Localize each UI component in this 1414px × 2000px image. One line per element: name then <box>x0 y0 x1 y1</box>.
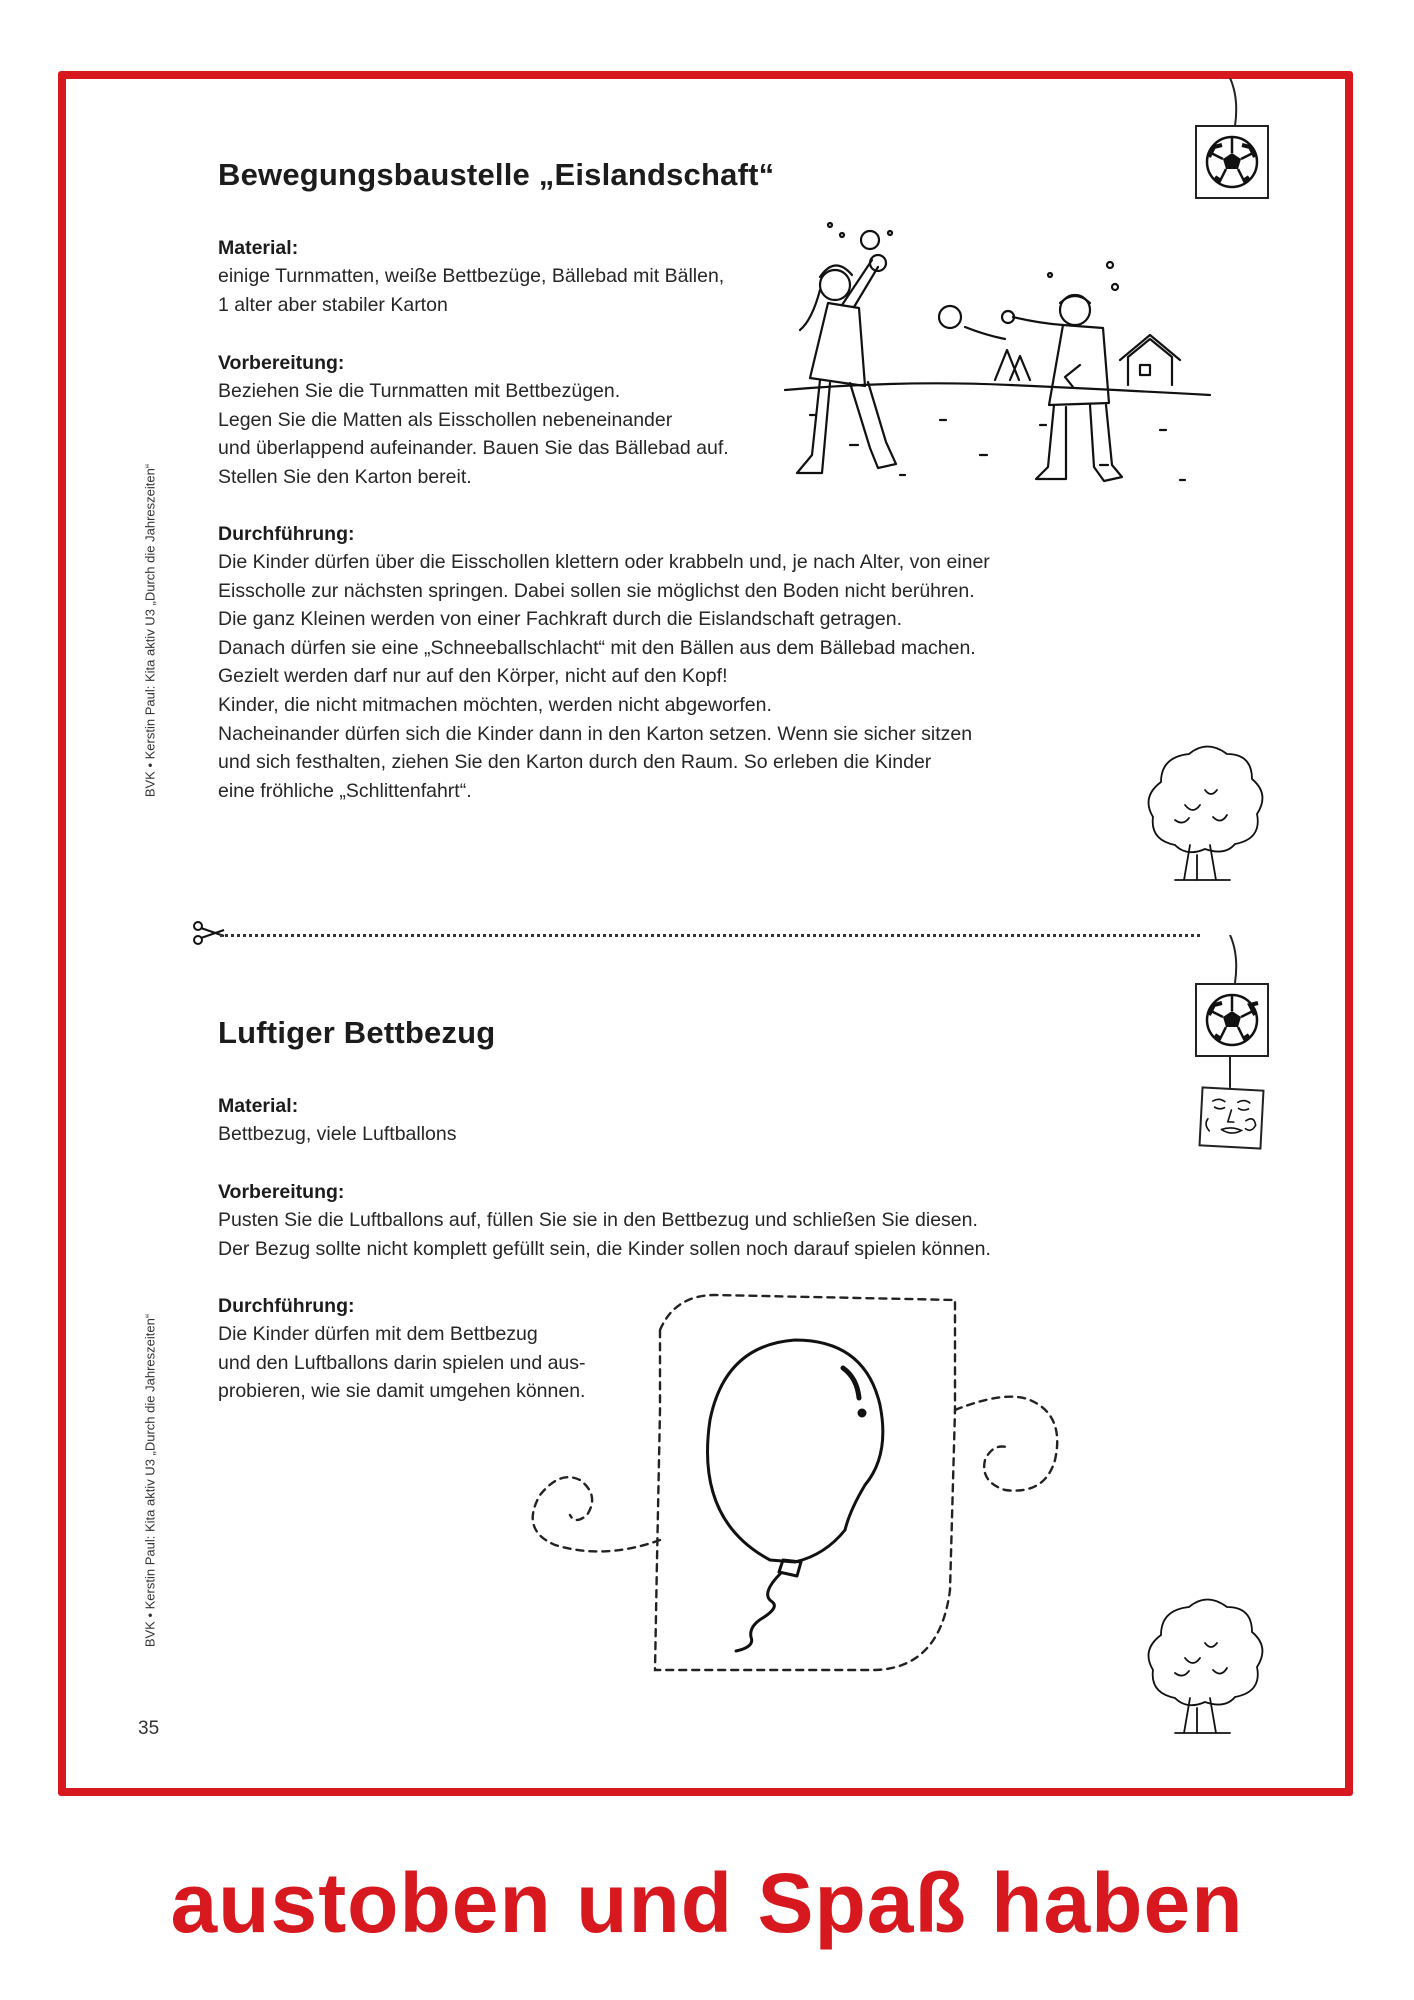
section-2-vorbereitung-text: Pusten Sie die Luftballons auf, füllen Sie sie in den Bettbezug und schließen Sie diesen. Der Bezug sollte nicht komplett gefüllt sein, die Kinder sollen noch darauf spielen können. <box>218 1209 991 1260</box>
face-sense-icon <box>1198 1086 1264 1149</box>
section-1-title: Bewegungsbaustelle „Eislandschaft“ <box>218 157 775 192</box>
section-2-material-text: Bettbezug, viele Luftballons <box>218 1123 457 1145</box>
section-1-durchfuehrung-label: Durchführung: <box>218 523 355 545</box>
cut-line <box>220 934 1200 937</box>
section-1-vorbereitung-text: Beziehen Sie die Turnmatten mit Bettbezügen. Legen Sie die Matten als Eisschollen nebeneinander und überlappend aufeinander. Bauen Sie das Bällebad auf. Stellen Sie den Karton bereit. <box>218 380 729 488</box>
hanging-string <box>1225 935 1245 985</box>
snowball-fight-illustration <box>780 215 1220 505</box>
section-2-vorbereitung-label: Vorbereitung: <box>218 1181 345 1203</box>
section-2-material-label: Material: <box>218 1095 299 1117</box>
side-credit-bottom: BVK • Kerstin Paul: Kita aktiv U3 „Durch die Jahreszeiten“ <box>142 1313 158 1648</box>
banner-headline: austoben und Spaß haben <box>170 1856 1244 1950</box>
hanging-string <box>1225 78 1245 128</box>
section-1-material-text: einige Turnmatten, weiße Bettbezüge, Bällebad mit Bällen, 1 alter aber stabiler Karton <box>218 265 725 316</box>
section-2-durchfuehrung-label: Durchführung: <box>218 1295 355 1317</box>
section-1-durchfuehrung-text: Die Kinder dürfen über die Eisschollen klettern oder krabbeln und, je nach Alter, von einer Eisscholle zur nächsten springen. Dabei sollen sie möglichst den Boden nicht berühren. Die ganz Kleinen werden von einer Fachkraft durch die Eislandschaft getragen. Danach dürfen sie eine „Schneeballschlacht“ mit den Bällen aus dem Bällebad machen. Gezielt werden darf nur auf den Körper, nicht auf den Kopf! Kinder, die nicht mitmachen möchten, werden nicht abgeworfen. Nacheinander dürfen sich die Kinder dann in den Karton setzen. Wenn sie sicher sitzen und sich festhalten, ziehen Sie den Karton durch den Raum. So erleben die Kinder eine fröhliche „Schlittenfahrt“. <box>218 551 990 802</box>
side-credit-top: BVK • Kerstin Paul: Kita aktiv U3 „Durch die Jahreszeiten“ <box>142 463 158 798</box>
section-1-vorbereitung-label: Vorbereitung: <box>218 352 345 374</box>
soccer-ball-icon <box>1195 125 1269 199</box>
soccer-ball-icon <box>1195 983 1269 1057</box>
section-2-title: Luftiger Bettbezug <box>218 1015 496 1050</box>
tree-icon <box>1135 745 1265 890</box>
tree-icon <box>1135 1598 1265 1743</box>
section-2-durchfuehrung-text: Die Kinder dürfen mit dem Bettbezug und den Luftballons darin spielen und aus- probieren, wie sie damit umgehen können. <box>218 1323 586 1403</box>
page-number: 35 <box>138 1718 160 1739</box>
section-1-material-label: Material: <box>218 237 299 259</box>
balloon-bedsheet-illustration <box>525 1290 1095 1680</box>
scissors-icon <box>192 920 226 946</box>
